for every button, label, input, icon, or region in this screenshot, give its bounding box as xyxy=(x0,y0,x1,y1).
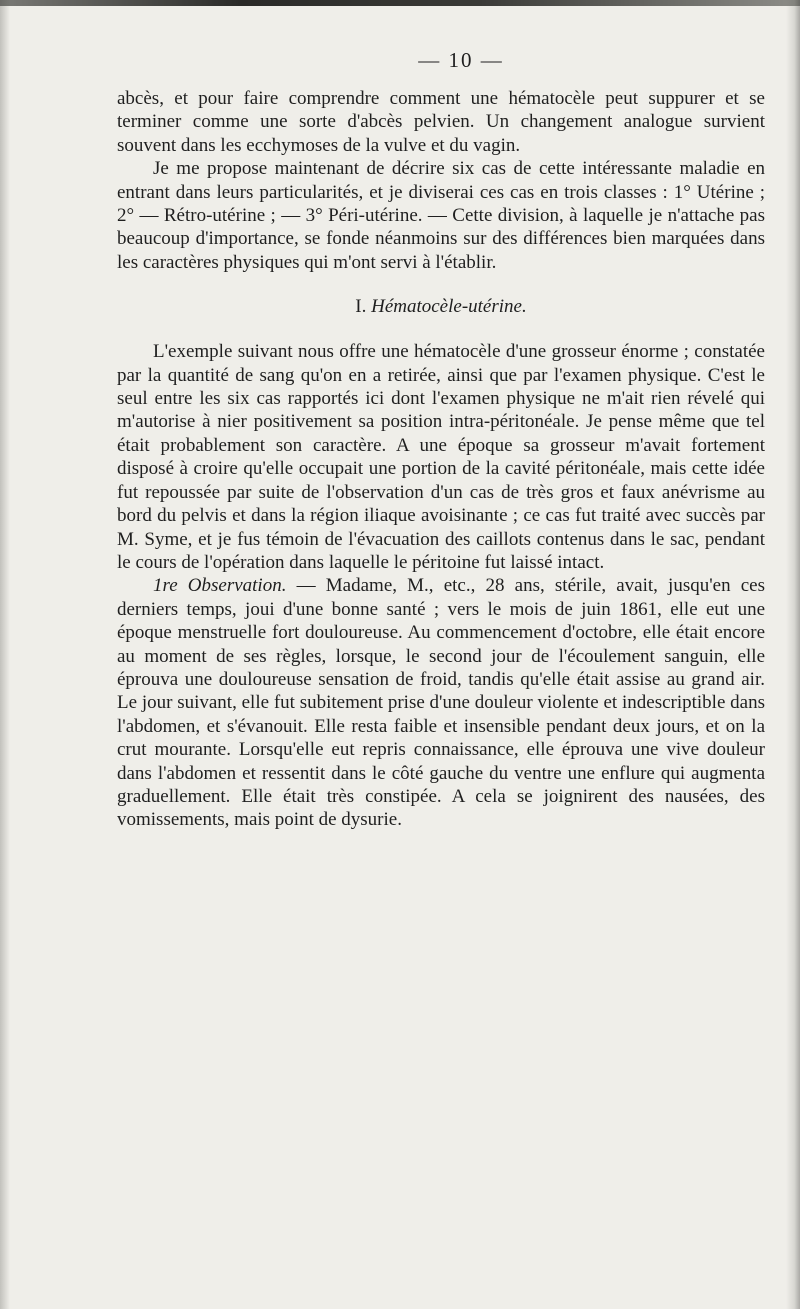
paragraph-example: L'exemple suivant nous offre une hématocèle d'une grosseur énorme ; constatée par la quantité de sang qu'on en a retirée, ainsi que par l'examen physique. C'est le seul entre les six cas rapportés ici dont l'examen physique ne m'ait rien révelé qui m'autorise à nier positivement sa position intra-péritonéale. Je pense même que tel était probablement son caractère. A une époque sa grosseur m'avait fortement disposé à croire qu'elle occupait une portion de la cavité péritonéale, mais cette idée fut repoussée par suite de l'observation d'un cas de très gros et faux anévrisme au bord du pelvis et dans la région iliaque avoisinante ; ce cas fut traité avec succès par M. Syme, et je fus témoin de l'évacuation des caillots contenus dans le sac, pendant le cours de l'opération dans laquelle le péritoine fut laissé intact. xyxy=(117,341,765,573)
paragraph-classification: Je me propose maintenant de décrire six cas de cette intéressante maladie en entrant dans leurs particularités, et je diviserai ces cas en trois classes : 1° Utérine ; 2° — Rétro-utérine ; — 3° Péri-utérine. — Cette division, à laquelle je n'attache pas beaucoup d'importance, se fonde néanmoins sur des différences bien marquées dans les caractères physiques qui m'ont servi à l'établir. xyxy=(117,158,765,273)
observation-label: 1re Observation. xyxy=(153,575,287,597)
paragraph-intro: abcès, et pour faire comprendre comment une hématocèle peut suppurer et se terminer comme une sorte d'abcès pelvien. Un changement analogue survient souvent dans les ecchymoses de la vulve et du vagin. xyxy=(117,88,765,156)
section-heading-title: Hématocèle-utérine. xyxy=(371,296,527,318)
scan-left-edge xyxy=(0,0,10,1309)
page-number: — 10 — xyxy=(418,48,504,72)
paragraph-observation xyxy=(117,574,765,831)
section-heading-number: I. xyxy=(355,296,367,318)
scan-top-edge xyxy=(0,0,800,6)
scan-right-edge xyxy=(786,0,800,1309)
section-heading xyxy=(117,296,765,318)
document-page xyxy=(117,48,765,832)
observation-text: — Madame, M., etc., 28 ans, stérile, avait, jusqu'en ces derniers temps, joui d'une bonne santé ; vers le mois de juin 1861, elle eut une époque menstruelle fort douloureuse. Au commencement d'octobre, elle était encore au moment de ses règles, lorsque, le second jour de l'écoulement sanguin, elle éprouva une douloureuse sensation de froid, tandis qu'elle était assise au grand air. Le jour suivant, elle fut subitement prise d'une douleur violente et indescriptible dans l'abdomen, et s'évanouit. Elle resta faible et insensible pendant deux jours, et on la crut mourante. Lorsqu'elle eut repris connaissance, elle éprouva une vive douleur dans l'abdomen et ressentit dans le côté gauche du ventre une enflure qui augmenta graduellement. Elle était très constipée. A cela se joignirent des nausées, des vomissements, mais point de dysurie. xyxy=(117,575,765,831)
